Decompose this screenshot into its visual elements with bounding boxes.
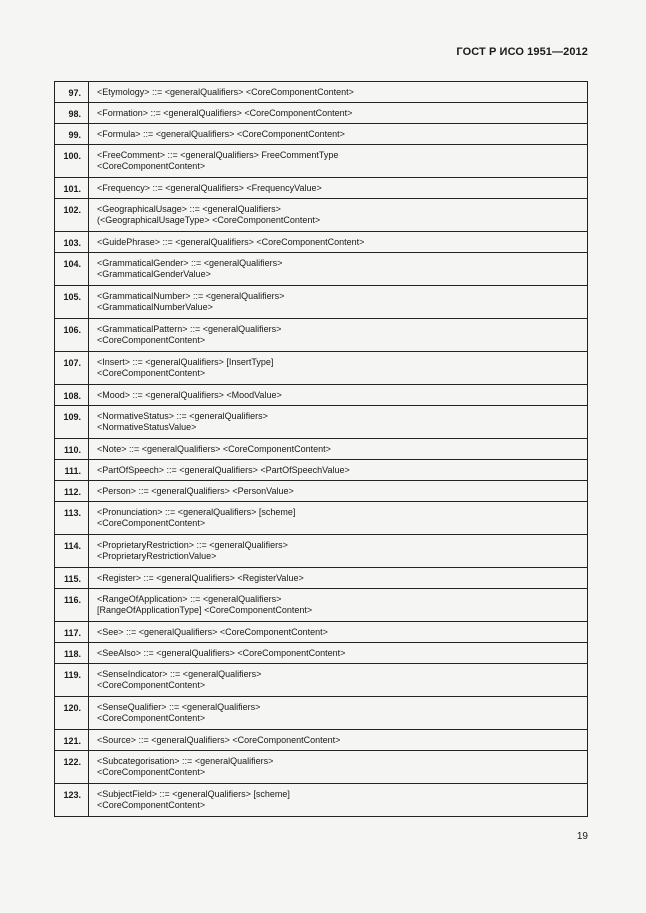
rule-definition-line: <Formation> ::= <generalQualifiers> <CoreComponentContent>	[97, 108, 353, 118]
table-row	[55, 697, 588, 730]
table-row	[55, 406, 588, 439]
rule-definition	[89, 199, 588, 232]
rule-definition-line: <RangeOfApplication> ::= <generalQualifiers>	[97, 594, 282, 604]
rule-definition	[89, 103, 588, 124]
rule-number: 109.	[55, 406, 89, 439]
table-row	[55, 481, 588, 502]
rule-definition	[89, 568, 588, 589]
rule-number: 101.	[55, 178, 89, 199]
table-row	[55, 124, 588, 145]
rule-definition	[89, 643, 588, 664]
table-row	[55, 103, 588, 124]
rule-definition-line: <CoreComponentContent>	[97, 368, 206, 378]
rule-definition-line: <Subcategorisation> ::= <generalQualifiers>	[97, 756, 274, 766]
table-row	[55, 82, 588, 103]
rule-definition-line: <GrammaticalGenderValue>	[97, 269, 211, 279]
rule-number: 103.	[55, 232, 89, 253]
rule-definition	[89, 751, 588, 784]
rule-definition	[89, 178, 588, 199]
table-row	[55, 568, 588, 589]
rule-definition	[89, 622, 588, 643]
rule-definition-line: <Note> ::= <generalQualifiers> <CoreComponentContent>	[97, 444, 331, 454]
rule-definition-line: <Insert> ::= <generalQualifiers> [InsertType]	[97, 357, 274, 367]
table-row	[55, 643, 588, 664]
rule-number: 108.	[55, 385, 89, 406]
rule-definition-line: <GeographicalUsage> ::= <generalQualifiers>	[97, 204, 281, 214]
rule-definition	[89, 232, 588, 253]
table-row	[55, 232, 588, 253]
rule-number: 100.	[55, 145, 89, 178]
rule-definition-line: <Mood> ::= <generalQualifiers> <MoodValue>	[97, 390, 282, 400]
rule-definition-line: <CoreComponentContent>	[97, 680, 206, 690]
rule-definition-line: <Person> ::= <generalQualifiers> <PersonValue>	[97, 486, 294, 496]
table-row	[55, 664, 588, 697]
table-row	[55, 319, 588, 352]
rule-definition	[89, 286, 588, 319]
rules-body	[55, 82, 588, 817]
rule-definition-line: <SeeAlso> ::= <generalQualifiers> <CoreComponentContent>	[97, 648, 346, 658]
table-row	[55, 730, 588, 751]
rule-definition-line: <Frequency> ::= <generalQualifiers> <FrequencyValue>	[97, 183, 322, 193]
grammar-rules-table	[54, 81, 588, 817]
rule-definition-line: <NormativeStatus> ::= <generalQualifiers>	[97, 411, 268, 421]
rule-definition-line: <Pronunciation> ::= <generalQualifiers> [scheme]	[97, 507, 296, 517]
rule-number: 102.	[55, 199, 89, 232]
rule-number: 97.	[55, 82, 89, 103]
rule-number: 111.	[55, 460, 89, 481]
rule-number: 115.	[55, 568, 89, 589]
rule-number: 99.	[55, 124, 89, 145]
rule-definition-line: <CoreComponentContent>	[97, 335, 206, 345]
rule-definition	[89, 385, 588, 406]
rule-number: 116.	[55, 589, 89, 622]
rule-definition-line: <Register> ::= <generalQualifiers> <RegisterValue>	[97, 573, 304, 583]
rule-number: 105.	[55, 286, 89, 319]
rule-definition-line: <CoreComponentContent>	[97, 800, 206, 810]
table-row	[55, 535, 588, 568]
rule-number: 112.	[55, 481, 89, 502]
rule-definition-line: <PartOfSpeech> ::= <generalQualifiers> <PartOfSpeechValue>	[97, 465, 350, 475]
rule-definition	[89, 784, 588, 817]
table-row	[55, 439, 588, 460]
rule-definition-line: <GrammaticalNumberValue>	[97, 302, 213, 312]
rule-definition	[89, 352, 588, 385]
rule-number: 118.	[55, 643, 89, 664]
rule-definition-line: <FreeComment> ::= <generalQualifiers> FreeCommentType	[97, 150, 339, 160]
rule-definition-line: <See> ::= <generalQualifiers> <CoreComponentContent>	[97, 627, 328, 637]
table-row	[55, 502, 588, 535]
rule-number: 119.	[55, 664, 89, 697]
rule-definition	[89, 664, 588, 697]
rule-definition-line: <CoreComponentContent>	[97, 767, 206, 777]
rule-definition-line: <ProprietaryRestriction> ::= <generalQualifiers>	[97, 540, 288, 550]
table-row	[55, 352, 588, 385]
rule-number: 121.	[55, 730, 89, 751]
rule-definition-line: <GrammaticalNumber> ::= <generalQualifiers>	[97, 291, 285, 301]
table-row	[55, 622, 588, 643]
table-row	[55, 199, 588, 232]
rule-definition	[89, 145, 588, 178]
table-row	[55, 286, 588, 319]
rule-definition-line: <CoreComponentContent>	[97, 713, 206, 723]
rule-number: 110.	[55, 439, 89, 460]
rule-number: 123.	[55, 784, 89, 817]
page-number: 19	[576, 831, 588, 842]
rule-definition-line: <GrammaticalGender> ::= <generalQualifiers>	[97, 258, 283, 268]
rule-number: 117.	[55, 622, 89, 643]
rule-number: 106.	[55, 319, 89, 352]
rule-definition	[89, 460, 588, 481]
rule-definition-line: <GuidePhrase> ::= <generalQualifiers> <CoreComponentContent>	[97, 237, 365, 247]
rule-definition	[89, 502, 588, 535]
table-row	[55, 784, 588, 817]
rule-number: 113.	[55, 502, 89, 535]
rule-definition-line: (<GeographicalUsageType> <CoreComponentContent>	[97, 215, 321, 225]
rule-definition-line: <SubjectField> ::= <generalQualifiers> [scheme]	[97, 789, 290, 799]
rule-definition-line: <Source> ::= <generalQualifiers> <CoreComponentContent>	[97, 735, 341, 745]
table-row	[55, 460, 588, 481]
rule-definition-line: <GrammaticalPattern> ::= <generalQualifiers>	[97, 324, 282, 334]
rule-definition-line: <ProprietaryRestrictionValue>	[97, 551, 217, 561]
rule-number: 122.	[55, 751, 89, 784]
table-row	[55, 589, 588, 622]
rule-definition-line: <SenseQualifier> ::= <generalQualifiers>	[97, 702, 261, 712]
rule-definition	[89, 253, 588, 286]
document-code: ГОСТ Р ИСО 1951—2012	[456, 46, 588, 58]
rule-number: 98.	[55, 103, 89, 124]
table-row	[55, 751, 588, 784]
rule-definition	[89, 406, 588, 439]
table-row	[55, 178, 588, 199]
rule-definition-line: <CoreComponentContent>	[97, 518, 206, 528]
rule-definition	[89, 124, 588, 145]
rule-number: 114.	[55, 535, 89, 568]
rule-definition-line: [RangeOfApplicationType] <CoreComponentContent>	[97, 605, 313, 615]
rule-definition-line: <SenseIndicator> ::= <generalQualifiers>	[97, 669, 262, 679]
rule-definition-line: <CoreComponentContent>	[97, 161, 206, 171]
rule-definition	[89, 589, 588, 622]
table-row	[55, 145, 588, 178]
rule-definition-line: <Formula> ::= <generalQualifiers> <CoreComponentContent>	[97, 129, 345, 139]
table-row	[55, 385, 588, 406]
rule-number: 107.	[55, 352, 89, 385]
rule-definition	[89, 439, 588, 460]
rule-definition	[89, 319, 588, 352]
rule-number: 104.	[55, 253, 89, 286]
rule-definition	[89, 730, 588, 751]
rule-definition	[89, 481, 588, 502]
rule-definition	[89, 697, 588, 730]
rule-number: 120.	[55, 697, 89, 730]
rule-definition	[89, 535, 588, 568]
table-row	[55, 253, 588, 286]
rule-definition	[89, 82, 588, 103]
rule-definition-line: <NormativeStatusValue>	[97, 422, 197, 432]
rule-definition-line: <Etymology> ::= <generalQualifiers> <CoreComponentContent>	[97, 87, 354, 97]
